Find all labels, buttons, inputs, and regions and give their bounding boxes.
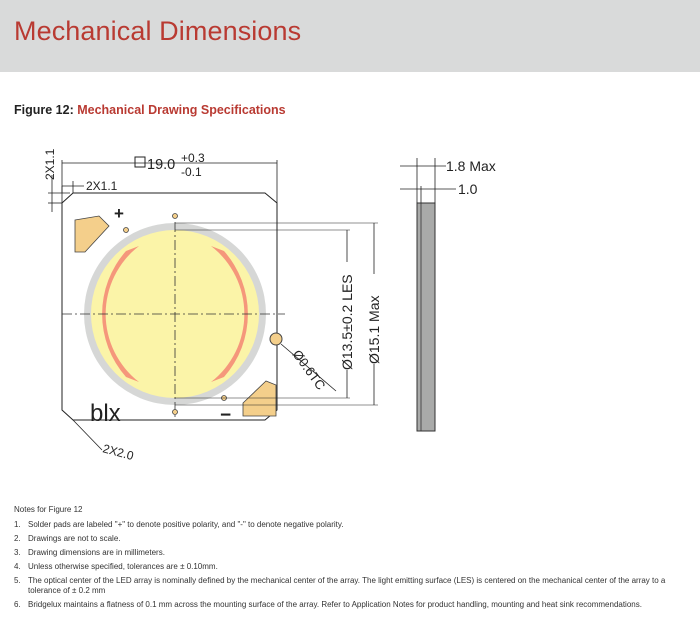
- tolerance-plus: +0.3: [181, 151, 205, 165]
- figure-notes: [14, 505, 694, 614]
- note-item: 2. Drawings are not to scale.: [14, 534, 121, 543]
- mark-top: [173, 214, 178, 219]
- note-item: 4. Unless otherwise specified, tolerances are ± 0.10mm.: [14, 562, 218, 571]
- minus-sign: −: [220, 405, 232, 426]
- note-item: 5. The optical center of the LED array is nominally defined by the mechanical center of the array. The light emitting surface (LES) is centered on the mechanical center of the array to a tolerance of ± 0.2 mm: [14, 576, 666, 595]
- bridgelux-logo: blx: [90, 400, 121, 427]
- tolerance-minus: -0.1: [181, 165, 202, 179]
- notes-title: Notes for Figure 12: [14, 505, 83, 514]
- mechanical-drawing: [0, 140, 700, 480]
- figure-label: Figure 12:: [14, 103, 74, 117]
- max-diameter-label: Ø15.1 Max: [366, 295, 382, 364]
- mark-top-left: [124, 228, 129, 233]
- tc-label: Ø0.6TC: [289, 346, 329, 393]
- top-notch-label: 2X1.1: [86, 179, 118, 193]
- square-symbol: [135, 157, 145, 167]
- plus-sign: +: [114, 204, 124, 223]
- figure-title: Mechanical Drawing Specifications: [77, 103, 286, 117]
- note-item: 3. Drawing dimensions are in millimeters.: [14, 548, 165, 557]
- thickness-max-label: 1.8 Max: [446, 158, 496, 174]
- thickness-label: 1.0: [458, 181, 478, 197]
- corner-radius-label: 2X2.0: [101, 441, 136, 464]
- side-view-substrate: [417, 203, 435, 431]
- note-item: 1. Solder pads are labeled "+" to denote positive polarity, and "-" to denote negative polarity.: [14, 520, 344, 529]
- note-item: 6. Bridgelux maintains a flatness of 0.1 mm across the mounting surface of the array. Refer to Application Notes for product handling, mounting and heat sink recommendations.: [14, 600, 642, 609]
- tc-point: [270, 333, 282, 345]
- les-label: Ø13.5±0.2 LES: [339, 274, 355, 370]
- figure-caption: [14, 103, 286, 117]
- page-header: [0, 0, 700, 72]
- side-notch-label: 2X1.1: [43, 148, 57, 180]
- size-label: 19.0: [147, 157, 176, 173]
- mark-bottom: [173, 410, 178, 415]
- page-title: Mechanical Dimensions: [14, 16, 302, 46]
